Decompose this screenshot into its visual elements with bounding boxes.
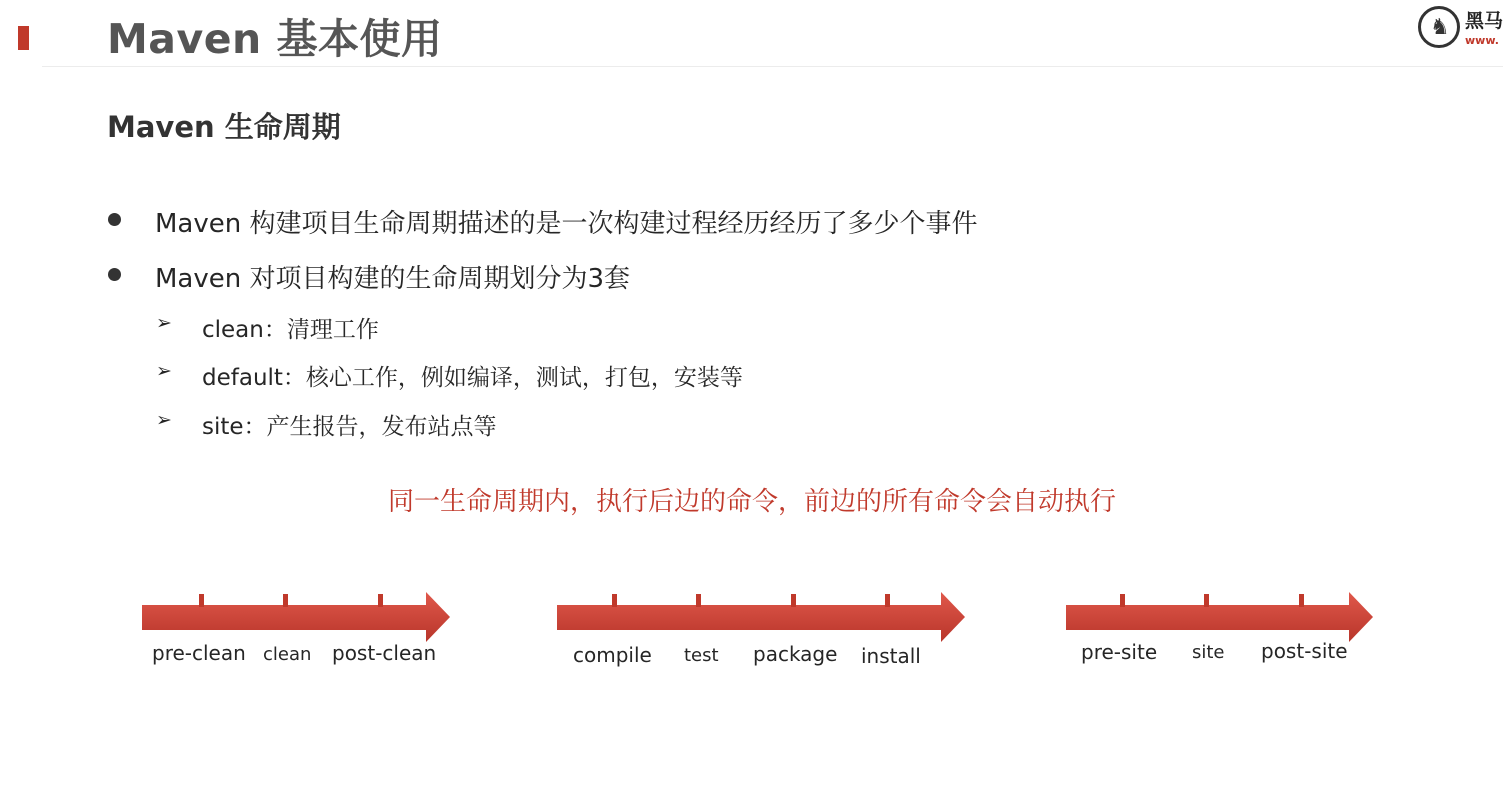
page-title: Maven 基本使用 [107, 15, 443, 63]
phase-label-post-site: post-site [1261, 639, 1348, 663]
phase-tick [696, 594, 701, 607]
phase-label-clean: clean [263, 644, 312, 665]
phase-label-compile: compile [573, 643, 652, 667]
phase-tick [199, 594, 204, 607]
lifecycle-arrow-site [1066, 592, 1373, 642]
phase-label-pre-clean: pre-clean [152, 641, 246, 665]
phase-label-pre-site: pre-site [1081, 640, 1158, 664]
sub-item-text: clean：清理工作 [202, 317, 379, 343]
lifecycle-arrow-default [557, 592, 965, 642]
phase-tick [283, 594, 288, 607]
phase-label-package: package [753, 642, 838, 666]
phase-tick [885, 594, 890, 607]
bullet-text: Maven 构建项目生命周期描述的是一次构建过程经历经历了多少个事件 [155, 209, 978, 239]
sub-item-text: site：产生报告，发布站点等 [202, 414, 497, 440]
arrow-right-icon: ➢ [156, 409, 172, 431]
phase-tick [1299, 594, 1304, 607]
phase-label-test: test [684, 645, 719, 666]
phase-tick [378, 594, 383, 607]
arrow-right-icon: ➢ [156, 312, 172, 334]
lifecycle-note: 同一生命周期内，执行后边的命令，前边的所有命令会自动执行 [388, 487, 1117, 517]
phase-label-site: site [1192, 642, 1225, 663]
section-subtitle: Maven 生命周期 [107, 110, 341, 144]
logo-text: 黑马 [1465, 10, 1503, 32]
sub-item-text: default：核心工作，例如编译，测试，打包，安装等 [202, 365, 743, 391]
phase-tick [791, 594, 796, 607]
phase-label-post-clean: post-clean [332, 641, 437, 665]
phase-tick [1204, 594, 1209, 607]
horse-head-icon: ♞ [1418, 6, 1460, 48]
phase-label-install: install [861, 644, 921, 668]
logo-url: www. [1465, 34, 1499, 47]
lifecycle-arrow-clean [142, 592, 450, 642]
arrow-right-icon: ➢ [156, 360, 172, 382]
bullet-text: Maven 对项目构建的生命周期划分为3套 [155, 264, 631, 294]
phase-tick [1120, 594, 1125, 607]
phase-tick [612, 594, 617, 607]
